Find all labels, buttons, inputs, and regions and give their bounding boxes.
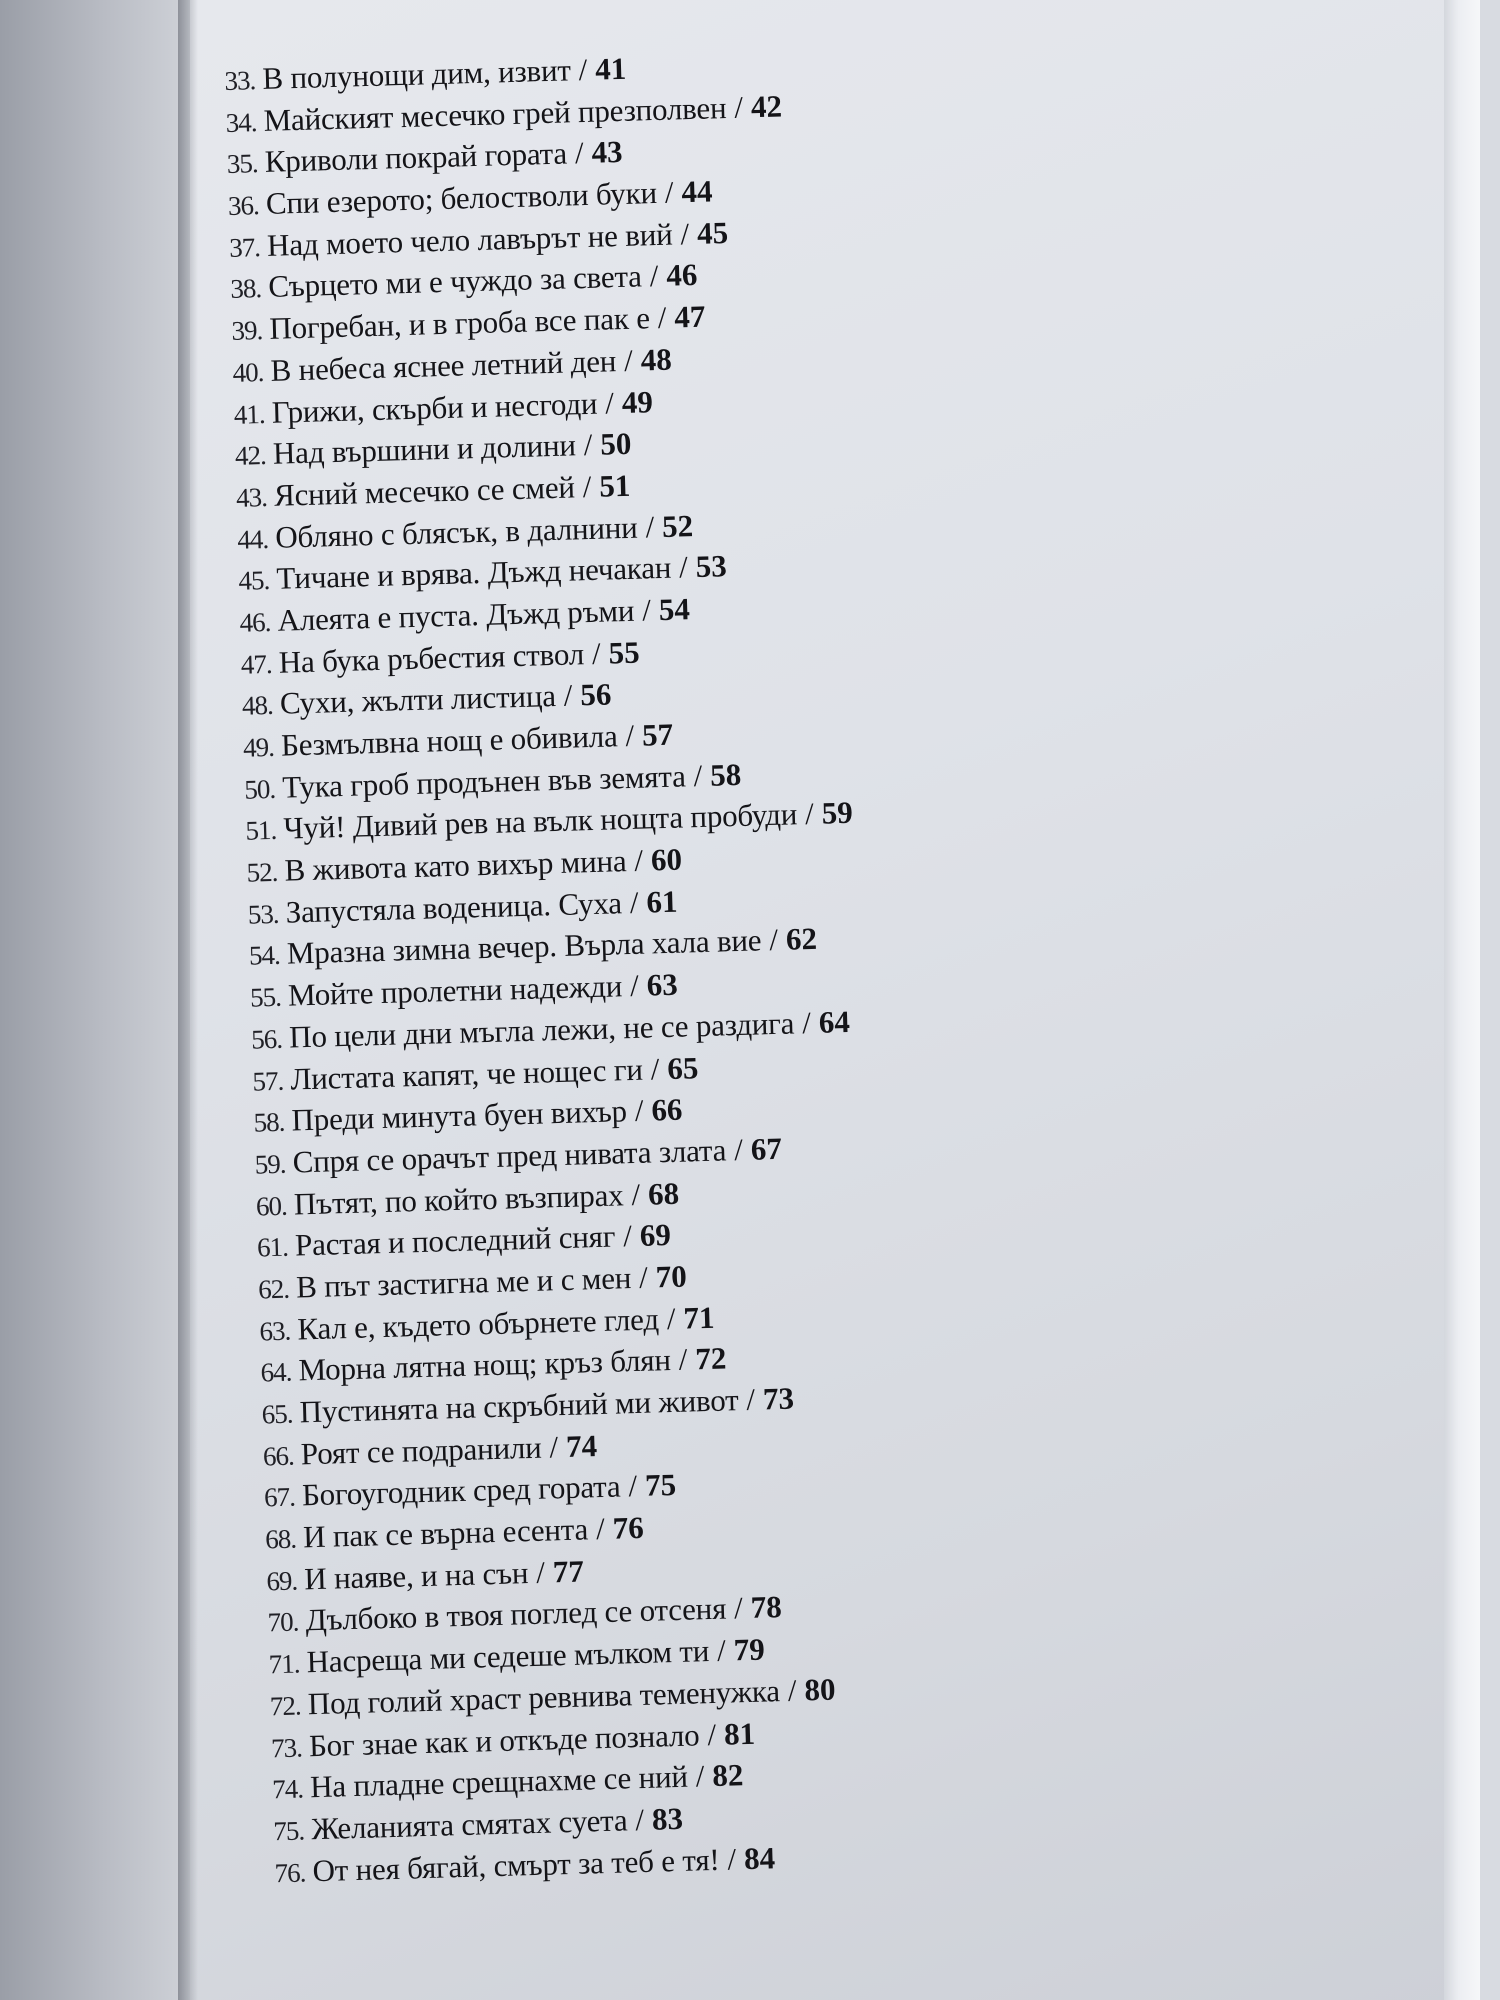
entry-page-number: 45 xyxy=(696,214,729,251)
entry-separator: / xyxy=(666,1300,676,1336)
entry-separator: / xyxy=(801,1004,812,1041)
entry-number: 33. xyxy=(224,65,256,96)
entry-number: 40. xyxy=(232,356,264,388)
entry-number: 50. xyxy=(243,773,276,805)
entry-number: 42. xyxy=(234,440,267,472)
entry-number: 74. xyxy=(271,1773,304,1805)
entry-page-number: 84 xyxy=(743,1839,776,1876)
entry-separator: / xyxy=(787,1672,797,1708)
entry-page-number: 64 xyxy=(818,1003,851,1040)
entry-separator: / xyxy=(625,717,635,754)
entry-separator: / xyxy=(726,1840,737,1877)
entry-page-number: 75 xyxy=(644,1467,677,1504)
entry-separator: / xyxy=(595,1511,606,1547)
entry-separator: / xyxy=(583,427,593,463)
entry-separator: / xyxy=(634,1092,644,1129)
entry-title: Тичане и врява. Дъжд нечакан xyxy=(275,549,672,596)
entry-title: Мойте пролетни надежди xyxy=(287,968,623,1013)
entry-page-number: 71 xyxy=(682,1299,715,1336)
entry-title: Спи езерото; белостволи буки xyxy=(265,175,658,221)
entry-separator: / xyxy=(641,592,652,628)
entry-page-number: 42 xyxy=(750,88,783,124)
entry-page-number: 47 xyxy=(673,298,706,335)
entry-number: 69. xyxy=(266,1565,298,1597)
entry-page-number: 72 xyxy=(694,1340,727,1377)
entry-number: 45. xyxy=(238,565,270,597)
entry-separator: / xyxy=(645,508,655,544)
entry-title: Погребан, и в гроба все пак е xyxy=(268,300,651,346)
entry-page-number: 55 xyxy=(608,634,641,671)
entry-separator: / xyxy=(695,1758,705,1794)
entry-title: В небеса яснее летний ден xyxy=(270,342,617,388)
entry-separator: / xyxy=(657,299,667,336)
entry-title: Ясний месечко се смей xyxy=(273,469,576,513)
entry-page-number: 70 xyxy=(655,1258,688,1295)
entry-title: Морна лятна нощ; кръз блян xyxy=(298,1342,672,1388)
entry-number: 39. xyxy=(231,315,263,347)
entry-page-number: 63 xyxy=(646,966,679,1003)
entry-title: Майският месечко грей презполвен xyxy=(263,89,727,138)
entry-separator: / xyxy=(630,1176,641,1212)
entry-page-number: 65 xyxy=(666,1049,699,1086)
entry-number: 66. xyxy=(262,1440,295,1472)
entry-title: Под голий храст ревнива теменужка xyxy=(307,1672,781,1722)
entry-number: 34. xyxy=(225,106,257,138)
entry-page-number: 46 xyxy=(665,257,698,294)
entry-separator: / xyxy=(627,1468,638,1504)
entry-number: 76. xyxy=(274,1857,306,1888)
entry-separator: / xyxy=(745,1381,756,1417)
entry-page-number: 77 xyxy=(552,1553,585,1590)
entry-number: 54. xyxy=(248,940,281,972)
entry-page-number: 68 xyxy=(647,1175,680,1212)
entry-number: 52. xyxy=(246,856,278,888)
entry-separator: / xyxy=(733,1131,744,1168)
entry-number: 47. xyxy=(240,648,272,680)
entry-separator: / xyxy=(716,1632,727,1668)
entry-number: 75. xyxy=(272,1815,305,1847)
entry-title: Насреща ми седеше мълком ти xyxy=(306,1633,710,1680)
entry-number: 70. xyxy=(267,1606,299,1638)
entry-title: И пак се върна есента xyxy=(302,1511,589,1555)
entry-title: В живота като вихър мина xyxy=(284,843,627,888)
entry-title: Дълбоко в твоя поглед се отсеня xyxy=(305,1591,727,1638)
entry-number: 71. xyxy=(268,1648,300,1680)
entry-title: Роят се подранили xyxy=(300,1429,542,1472)
entry-page-number: 67 xyxy=(750,1130,783,1167)
entry-separator: / xyxy=(548,1428,559,1465)
entry-number: 48. xyxy=(241,690,274,722)
entry-number: 61. xyxy=(256,1231,289,1263)
entry-title: Богоугодник сред гората xyxy=(301,1468,621,1513)
entry-title: На пладне срещнахме се ний xyxy=(309,1758,689,1805)
entry-page-number: 66 xyxy=(650,1091,683,1128)
entry-page-number: 73 xyxy=(762,1380,795,1417)
entry-separator: / xyxy=(578,51,588,88)
entry-number: 72. xyxy=(269,1690,302,1722)
entry-separator: / xyxy=(604,384,615,420)
entry-number: 64. xyxy=(260,1356,292,1388)
entry-separator: / xyxy=(664,174,674,210)
entry-separator: / xyxy=(634,1801,645,1838)
entry-page-number: 79 xyxy=(733,1631,766,1668)
entry-page-number: 74 xyxy=(565,1427,598,1464)
entry-page-number: 53 xyxy=(695,548,728,585)
entry-separator: / xyxy=(629,884,639,920)
entry-title: Сухи, жълти листица xyxy=(279,678,557,721)
entry-number: 55. xyxy=(249,981,282,1013)
entry-title: Запустяла воденица. Суха xyxy=(285,884,623,930)
entry-page-number: 54 xyxy=(658,591,691,628)
entry-separator: / xyxy=(535,1554,546,1590)
entry-page-number: 81 xyxy=(723,1715,756,1752)
entry-separator: / xyxy=(733,89,744,125)
entry-title: Обляно с блясък, в далнини xyxy=(274,509,638,555)
entry-page-number: 50 xyxy=(599,425,632,462)
entry-title: Бог знае как и откъде познало xyxy=(308,1716,700,1763)
entry-number: 68. xyxy=(264,1523,297,1555)
entry-title: Растая и последний сняг xyxy=(294,1218,616,1263)
entry-page-number: 69 xyxy=(639,1217,672,1254)
entry-page-number: 60 xyxy=(650,841,683,878)
entry-number: 56. xyxy=(250,1023,283,1055)
entry-separator: / xyxy=(633,842,644,878)
entry-number: 43. xyxy=(235,481,268,513)
entry-page-number: 59 xyxy=(821,795,854,831)
entry-title: Пустинята на скръбний ми живот xyxy=(299,1382,739,1430)
entry-separator: / xyxy=(733,1590,744,1626)
entry-separator: / xyxy=(591,635,602,671)
entry-number: 58. xyxy=(253,1106,285,1138)
entry-separator: / xyxy=(706,1716,717,1752)
entry-title: Мразна зимна вечер. Върла хала вие xyxy=(286,922,762,972)
entry-page-number: 44 xyxy=(680,173,713,210)
entry-separator: / xyxy=(649,258,659,294)
entry-title: В път застигна ме и с мен xyxy=(295,1260,632,1305)
entry-number: 35. xyxy=(226,148,259,180)
entry-page-number: 80 xyxy=(803,1671,836,1708)
entry-separator: / xyxy=(622,1218,633,1254)
entry-page-number: 43 xyxy=(591,134,624,171)
table-of-contents xyxy=(224,34,1275,1895)
entry-page-number: 58 xyxy=(709,756,742,793)
entry-number: 46. xyxy=(239,606,271,638)
entry-title: Безмълвна нощ е обивила xyxy=(280,718,619,763)
entry-title: От нея бягай, смърт за теб е тя! xyxy=(312,1841,720,1888)
entry-separator: / xyxy=(638,1259,649,1295)
entry-number: 63. xyxy=(259,1315,291,1347)
entry-separator: / xyxy=(678,1341,688,1378)
entry-title: Пътят, по който възпирах xyxy=(293,1176,624,1222)
entry-separator: / xyxy=(623,342,634,378)
entry-page-number: 78 xyxy=(750,1589,783,1626)
entry-title: И наяве, и на сън xyxy=(303,1554,529,1597)
entry-number: 41. xyxy=(233,398,265,430)
entry-number: 62. xyxy=(257,1273,290,1305)
entry-number: 49. xyxy=(242,731,275,763)
entry-separator: / xyxy=(574,135,585,171)
entry-page-number: 57 xyxy=(641,716,674,753)
entry-separator: / xyxy=(563,677,573,714)
entry-title: Грижи, скърби и несгоди xyxy=(271,385,598,430)
entry-number: 60. xyxy=(255,1190,288,1222)
entry-page-number: 83 xyxy=(651,1800,684,1837)
entry-separator: / xyxy=(678,549,689,585)
entry-title: По цели дни мъгла лежи, не се раздига xyxy=(288,1005,795,1055)
entry-title: Листата капят, че нощес ги xyxy=(289,1051,644,1097)
entry-title: Криволи покрай гората xyxy=(264,135,568,180)
entry-page-number: 41 xyxy=(594,50,627,87)
entry-title: Преди минута буен вихър xyxy=(291,1093,628,1138)
entry-number: 59. xyxy=(254,1148,286,1180)
entry-title: Спря се орачът пред нивата злата xyxy=(292,1132,727,1180)
entry-page-number: 62 xyxy=(785,921,818,958)
entry-number: 36. xyxy=(227,190,260,222)
entry-separator: / xyxy=(768,922,779,958)
entry-title: Кал е, където обърнете глед xyxy=(296,1300,660,1347)
entry-separator: / xyxy=(582,468,592,505)
entry-page-number: 51 xyxy=(598,467,631,504)
entry-number: 37. xyxy=(228,231,261,263)
entry-page-number: 61 xyxy=(645,883,678,920)
entry-separator: / xyxy=(679,215,690,252)
entry-number: 53. xyxy=(247,898,279,930)
entry-page-number: 48 xyxy=(640,341,673,378)
entry-title: Желанията смятах суета xyxy=(310,1802,628,1847)
entry-title: Тука гроб продънен във земята xyxy=(281,758,687,805)
entry-page-number: 82 xyxy=(711,1757,744,1794)
entry-page-number: 49 xyxy=(621,383,654,420)
left-page xyxy=(0,0,190,2000)
entry-page-number: 76 xyxy=(612,1509,645,1546)
entry-title: В полунощи дим, извит xyxy=(261,52,572,96)
entry-separator: / xyxy=(629,967,640,1004)
entry-number: 38. xyxy=(229,273,262,305)
entry-number: 57. xyxy=(252,1065,284,1097)
page-edge xyxy=(1444,0,1480,2000)
entry-title: На бука ръбестия ствол xyxy=(278,635,585,680)
entry-title: Над вършини и долини xyxy=(272,427,577,471)
entry-separator: / xyxy=(650,1050,660,1086)
entry-separator: / xyxy=(804,796,815,832)
entry-page-number: 56 xyxy=(579,676,612,713)
entry-number: 67. xyxy=(263,1481,296,1513)
entry-number: 44. xyxy=(236,523,269,555)
entry-title: Сърцето ми е чуждо за света xyxy=(267,258,643,305)
entry-separator: / xyxy=(693,757,703,793)
entry-number: 73. xyxy=(270,1731,303,1763)
entry-title: Чуй! Дивий рев на вълк нощта пробуди xyxy=(282,796,798,847)
entry-title: Над моето чело лавърът не вий xyxy=(266,216,673,263)
entry-number: 51. xyxy=(245,815,277,847)
book-gutter xyxy=(178,0,198,2000)
entry-number: 65. xyxy=(261,1398,293,1430)
entry-page-number: 52 xyxy=(661,507,694,544)
entry-title: Алеята е пуста. Дъжд ръми xyxy=(277,592,635,638)
